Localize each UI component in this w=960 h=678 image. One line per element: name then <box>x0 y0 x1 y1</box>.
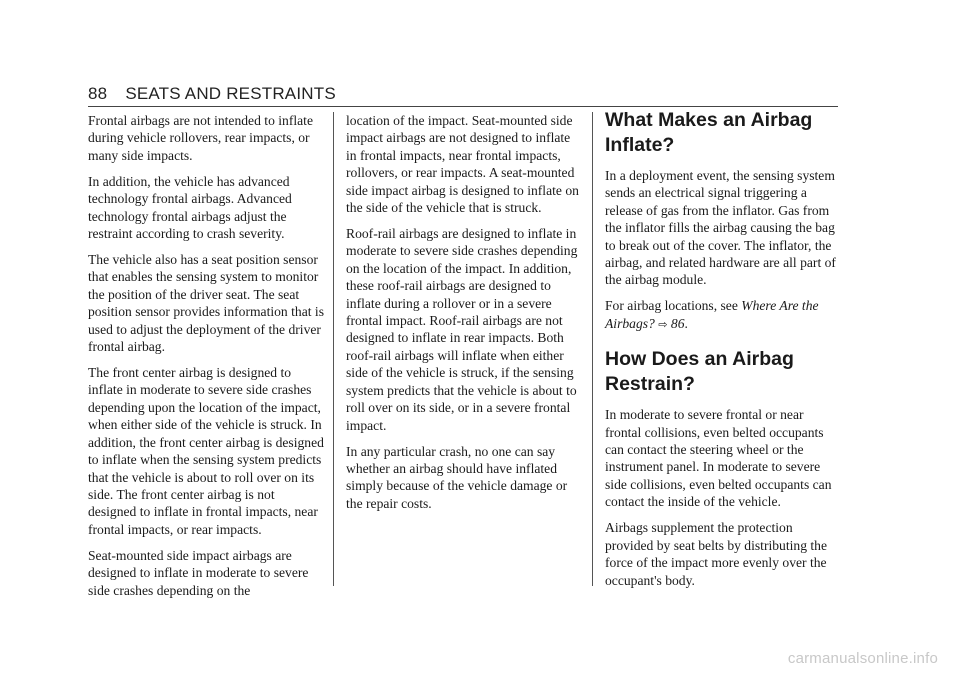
page-number: 88 <box>88 84 108 103</box>
page-ref-arrow-icon: ⇨ <box>658 317 668 331</box>
header-divider <box>88 106 838 107</box>
column-divider-2 <box>592 112 593 586</box>
section-heading-restrain: How Does an Airbag Restrain? <box>605 348 794 396</box>
paragraph: Airbags supplement the protection provided by seat belts by distributing the force of the impact more evenly over the occupant's body. <box>605 520 828 588</box>
paragraph: Frontal airbags are not intended to inflate during vehicle rollovers, rear impacts, or many side impacts. <box>88 113 313 163</box>
cross-reference <box>605 297 841 333</box>
paragraph: Roof-rail airbags are designed to inflate in moderate to severe side crashes depending on the location of the impact. In addition, these roof-rail airbags are designed to inflate during a rollover or in a severe frontal impact. Roof-rail airbags are not designed to inflate in rear impacts. Both roof-rail airbags will inflate when either side of the vehicle is struck, if the sensing system predicts that the vehicle is about to roll over on its side, or in a severe frontal impact. <box>346 226 578 433</box>
paragraph: location of the impact. Seat-mounted side impact airbags are not designed to inflate in frontal impacts, near frontal impacts, rollovers, or rear impacts. A seat-mounted side impact airbag is designed to inflate on the side of the vehicle that is struck. <box>346 113 579 216</box>
text-column-2 <box>346 112 582 521</box>
paragraph: In moderate to severe frontal or near frontal collisions, even belted occupants can contact the steering wheel or the instrument panel. In moderate to severe side collisions, even belted occupants can contact the inside of the vehicle. <box>605 407 832 510</box>
page-header <box>88 84 336 104</box>
reference-page[interactable]: 86 <box>670 315 685 331</box>
reference-link[interactable]: Where Are the Airbags? <box>605 298 819 331</box>
watermark: carmanualsonline.info <box>787 650 938 667</box>
text-column-1 <box>88 112 326 608</box>
paragraph: The front center airbag is designed to inflate in moderate to severe side crashes depending upon the location of the impact, when either side of the vehicle is struck. In addition, the front center airbag is designed to inflate when the sensing system predicts that the vehicle is about to roll over on its side. The front center airbag is not designed to inflate in frontal impacts, near frontal impacts, or rear impacts. <box>88 365 324 537</box>
section-title: SEATS AND RESTRAINTS <box>125 84 336 103</box>
column-divider-1 <box>333 112 334 586</box>
paragraph: Seat-mounted side impact airbags are designed to inflate in moderate to severe side crashes depending on the <box>88 547 309 598</box>
reference-suffix: . <box>684 315 688 331</box>
text-column-3 <box>605 108 841 598</box>
paragraph: In any particular crash, no one can say whether an airbag should have inflated simply because of the vehicle damage or the repair costs. <box>346 443 568 511</box>
paragraph: In a deployment event, the sensing system sends an electrical signal triggering a release of gas from the inflator. Gas from the inflator fills the airbag causing the bag to break out of the cover. The inflator, the airbag, and related hardware are all part of the airbag module. <box>605 168 836 288</box>
section-heading-inflate: What Makes an Airbag Inflate? <box>605 109 813 156</box>
reference-prefix: For airbag locations, see <box>605 298 742 314</box>
paragraph: In addition, the vehicle has advanced technology frontal airbags. Advanced technology frontal airbags adjust the restraint according to crash severity. <box>88 173 292 242</box>
paragraph: The vehicle also has a seat position sensor that enables the sensing system to monitor the position of the driver seat. The seat position sensor provides information that is used to adjust the deployment of the driver frontal airbag. <box>88 252 324 355</box>
